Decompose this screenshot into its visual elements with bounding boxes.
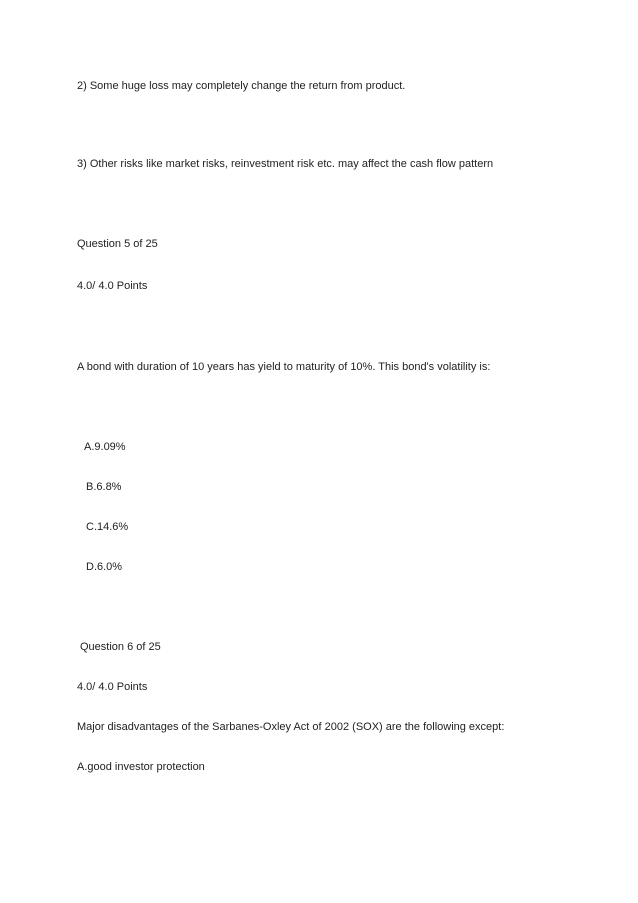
answer-explanation-item-3: 3) Other risks like market risks, reinvestment risk etc. may affect the cash flow pattern [77, 158, 494, 170]
question-5-option-a: A.9.09% [84, 441, 126, 453]
question-6-option-a: A.good investor protection [77, 761, 205, 773]
question-5-prompt: A bond with duration of 10 years has yield to maturity of 10%. This bond's volatility is: [77, 361, 491, 373]
question-5-header: Question 5 of 25 [77, 238, 158, 250]
question-5-option-b: B.6.8% [86, 481, 122, 493]
answer-explanation-item-2: 2) Some huge loss may completely change the return from product. [77, 80, 406, 92]
question-5-option-d: D.6.0% [86, 561, 123, 573]
question-6-points: 4.0/ 4.0 Points [77, 681, 148, 693]
question-5-points: 4.0/ 4.0 Points [77, 280, 148, 292]
question-5-option-c: C.14.6% [86, 521, 129, 533]
question-6-prompt: Major disadvantages of the Sarbanes-Oxley Act of 2002 (SOX) are the following except: [77, 721, 505, 733]
question-6-header: Question 6 of 25 [80, 641, 161, 653]
